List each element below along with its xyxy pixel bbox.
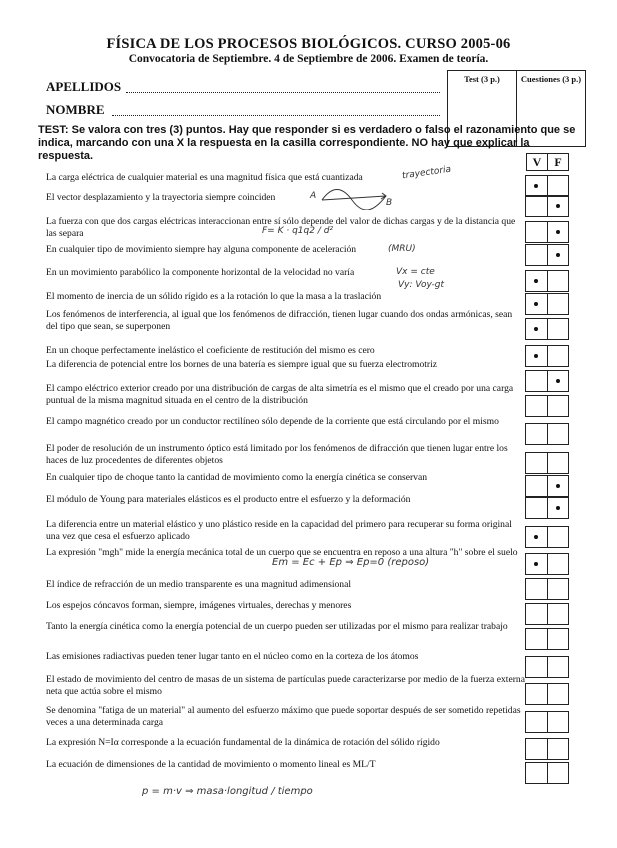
question-text: La expresión N=Iα corresponde a la ecuación fundamental de la dinámica de rotación del sólido rígido — [46, 737, 440, 748]
answer-mark-icon — [556, 506, 560, 510]
handwritten-momentum-dimensions: p = m·v ⇒ masa·longitud / tiempo — [142, 786, 313, 797]
false-checkbox[interactable] — [547, 579, 569, 599]
true-checkbox[interactable] — [526, 371, 547, 391]
false-checkbox[interactable] — [547, 527, 569, 547]
false-checkbox[interactable] — [547, 476, 569, 496]
false-checkbox[interactable] — [547, 657, 569, 677]
question-text: La diferencia entre un material elástico y uno plástico reside en la capacidad del primero para recuperar su forma original una vez que cesa el esfuerzo aplicado — [46, 519, 512, 542]
answer-box — [525, 683, 569, 705]
true-checkbox[interactable] — [526, 176, 547, 196]
nombre-line[interactable] — [112, 115, 440, 116]
answer-mark-icon — [556, 484, 560, 488]
answer-box — [525, 475, 569, 497]
false-checkbox[interactable] — [547, 684, 569, 704]
question-text: En un movimiento parabólico la componente horizontal de la velocidad no varía — [46, 267, 355, 278]
answer-box — [525, 244, 569, 266]
question-text: En cualquier tipo de movimiento siempre hay alguna componente de aceleración — [46, 244, 357, 255]
question-text: El campo eléctrico exterior creado por una distribución de cargas de alta simetría es el mismo que el creado por una carga puntual de la misma magnitud situada en el centro de la distribución — [46, 383, 514, 406]
cuestiones-score-label: Cuestiones (3 p.) — [520, 74, 582, 84]
true-checkbox[interactable] — [526, 271, 547, 291]
question-text: El módulo de Young para materiales elásticos es el producto entre el esfuerzo y la deformación — [46, 494, 411, 505]
true-checkbox[interactable] — [526, 245, 547, 265]
answer-mark-icon — [534, 302, 538, 306]
answer-box — [525, 221, 569, 243]
answer-box — [525, 318, 569, 340]
false-checkbox[interactable] — [547, 604, 569, 624]
answer-box — [525, 578, 569, 600]
question-text: Los fenómenos de interferencia, al igual que los fenómenos de difracción, tienen lugar cuando dos ondas armónicas, sean del tipo que sean, se superponen — [46, 309, 513, 332]
true-checkbox[interactable] — [526, 712, 547, 732]
false-checkbox[interactable] — [547, 176, 569, 196]
answer-mark-icon — [534, 562, 538, 566]
true-checkbox[interactable] — [526, 554, 547, 574]
false-checkbox[interactable] — [547, 453, 569, 473]
answer-box — [525, 603, 569, 625]
answer-box — [525, 423, 569, 445]
question-text: El poder de resolución de un instrumento óptico está limitado por los fenómenos de difracción que tienen lugar entre los haces de luz procedentes de diferentes objetos — [46, 443, 508, 466]
true-checkbox[interactable] — [526, 604, 547, 624]
handwritten-point-b: B — [386, 198, 393, 208]
true-checkbox[interactable] — [526, 294, 547, 314]
true-checkbox[interactable] — [526, 739, 547, 759]
question-text: Tanto la energía cinética como la energía potencial de un cuerpo pueden ser utilizadas por el mismo para realizar trabajo — [46, 621, 508, 632]
test-score-label: Test (3 p.) — [464, 74, 500, 84]
true-checkbox[interactable] — [526, 684, 547, 704]
false-checkbox[interactable] — [547, 196, 569, 216]
handwritten-vx: Vx = cte — [396, 267, 435, 277]
question-text: Los espejos cóncavos forman, siempre, imágenes virtuales, derechas y menores — [46, 600, 352, 611]
trajectory-sketch — [314, 188, 396, 210]
handwritten-mru: (MRU) — [388, 244, 416, 254]
true-checkbox[interactable] — [526, 629, 547, 649]
answer-mark-icon — [556, 204, 560, 208]
true-checkbox[interactable] — [526, 222, 547, 242]
false-checkbox[interactable] — [547, 346, 569, 366]
answer-box — [525, 762, 569, 784]
question-text: Las emisiones radiactivas pueden tener lugar tanto en el núcleo como en la corteza de los átomos — [46, 651, 419, 662]
answer-box — [525, 452, 569, 474]
true-column-header: V — [526, 153, 548, 171]
answer-box — [525, 553, 569, 575]
false-checkbox[interactable] — [547, 498, 569, 518]
handwritten-coulomb-formula: F= K · q1q2 / d² — [262, 226, 334, 236]
question-text: En un choque perfectamente inelástico el coeficiente de restitución del mismo es cero — [46, 345, 375, 356]
question-text: La fuerza con que dos cargas eléctricas interaccionan entre sí sólo depende del valor de dichas cargas y de la distancia que las separa — [46, 216, 516, 239]
question-text: La carga eléctrica de cualquier material es una magnitud física que está cuantizada — [46, 172, 363, 183]
false-checkbox[interactable] — [547, 294, 569, 314]
false-column-header: F — [548, 153, 569, 171]
true-checkbox[interactable] — [526, 319, 547, 339]
answer-box — [525, 395, 569, 417]
answer-box — [525, 738, 569, 760]
true-checkbox[interactable] — [526, 424, 547, 444]
answer-box — [525, 656, 569, 678]
true-checkbox[interactable] — [526, 396, 547, 416]
true-checkbox[interactable] — [526, 527, 547, 547]
answer-mark-icon — [534, 535, 538, 539]
handwritten-energy-note: Em = Ec + Ep ⇒ Ep=0 (reposo) — [272, 557, 430, 568]
question-text: El estado de movimiento del centro de masas de un sistema de partículas puede caracterizarse por medio de la fuerza externa neta que actúa sobre el mismo — [46, 674, 525, 697]
answer-header — [526, 153, 569, 171]
handwritten-note-trayectoria: trayectoria — [401, 164, 452, 182]
false-checkbox[interactable] — [547, 712, 569, 732]
question-text: La expresión "mgh" mide la energía mecánica total de un cuerpo que se encuentra en reposo a una altura "h" sobre el suelo — [46, 547, 518, 558]
false-checkbox[interactable] — [547, 245, 569, 265]
nombre-label: NOMBRE — [46, 102, 105, 117]
question-text: El vector desplazamiento y la trayectoria siempre coinciden — [46, 192, 276, 203]
true-checkbox[interactable] — [526, 196, 547, 216]
question-text: El campo magnético creado por un conductor rectilíneo sólo depende de la corriente que está circulando por el mismo — [46, 416, 499, 427]
true-checkbox[interactable] — [526, 476, 547, 496]
false-checkbox[interactable] — [547, 222, 569, 242]
true-checkbox[interactable] — [526, 498, 547, 518]
answer-box — [525, 175, 569, 197]
true-checkbox[interactable] — [526, 453, 547, 473]
answer-box — [525, 293, 569, 315]
true-checkbox[interactable] — [526, 657, 547, 677]
question-text: El índice de refracción de un medio transparente es una magnitud adimensional — [46, 579, 352, 590]
false-checkbox[interactable] — [547, 424, 569, 444]
apellidos-line[interactable] — [126, 92, 440, 93]
apellidos-label: APELLIDOS — [46, 79, 122, 94]
answer-mark-icon — [534, 327, 538, 331]
true-checkbox[interactable] — [526, 763, 547, 783]
false-checkbox[interactable] — [547, 739, 569, 759]
handwritten-vy: Vy: Voy-gt — [398, 280, 445, 290]
false-checkbox[interactable] — [547, 396, 569, 416]
handwritten-point-a: A — [310, 191, 317, 201]
question-text: En cualquier tipo de choque tanto la cantidad de movimiento como la energía cinética se conservan — [46, 472, 428, 483]
answer-mark-icon — [556, 230, 560, 234]
false-checkbox[interactable] — [547, 629, 569, 649]
answer-mark-icon — [534, 354, 538, 358]
false-checkbox[interactable] — [547, 763, 569, 783]
answer-box — [525, 270, 569, 292]
exam-subtitle: Convocatoria de Septiembre. 4 de Septiembre de 2006. Examen de teoría. — [128, 53, 489, 65]
false-checkbox[interactable] — [547, 271, 569, 291]
answer-box — [525, 345, 569, 367]
answer-box — [525, 526, 569, 548]
answer-box — [525, 628, 569, 650]
true-checkbox[interactable] — [526, 346, 547, 366]
exam-title: FÍSICA DE LOS PROCESOS BIOLÓGICOS. CURSO 2005-06 — [106, 36, 511, 52]
answer-mark-icon — [556, 253, 560, 257]
question-text: La diferencia de potencial entre los bornes de una batería es siempre igual que su fuerza electromotriz — [46, 359, 438, 370]
test-instructions: TEST: Se valora con tres (3) puntos. Hay que responder si es verdadero o falso el razonamiento que se indica, marcando con una X la respuesta en la casilla correspondiente. NO hay que explicar la respuesta. — [38, 124, 576, 162]
true-checkbox[interactable] — [526, 579, 547, 599]
answer-box — [525, 370, 569, 392]
question-text: El momento de inercia de un sólido rígido es a la rotación lo que la masa a la traslación — [46, 291, 382, 302]
answer-box — [525, 711, 569, 733]
answer-mark-icon — [556, 379, 560, 383]
false-checkbox[interactable] — [547, 371, 569, 391]
answer-box — [525, 195, 569, 217]
answer-mark-icon — [534, 279, 538, 283]
question-text: Se denomina "fatiga de un material" al aumento del esfuerzo máximo que puede soportar después de ser sometido repetidas veces a una determinada carga — [46, 705, 521, 728]
answer-mark-icon — [534, 184, 538, 188]
false-checkbox[interactable] — [547, 554, 569, 574]
false-checkbox[interactable] — [547, 319, 569, 339]
question-text: La ecuación de dimensiones de la cantidad de movimiento o momento lineal es ML/T — [46, 759, 376, 770]
answer-box — [525, 497, 569, 519]
